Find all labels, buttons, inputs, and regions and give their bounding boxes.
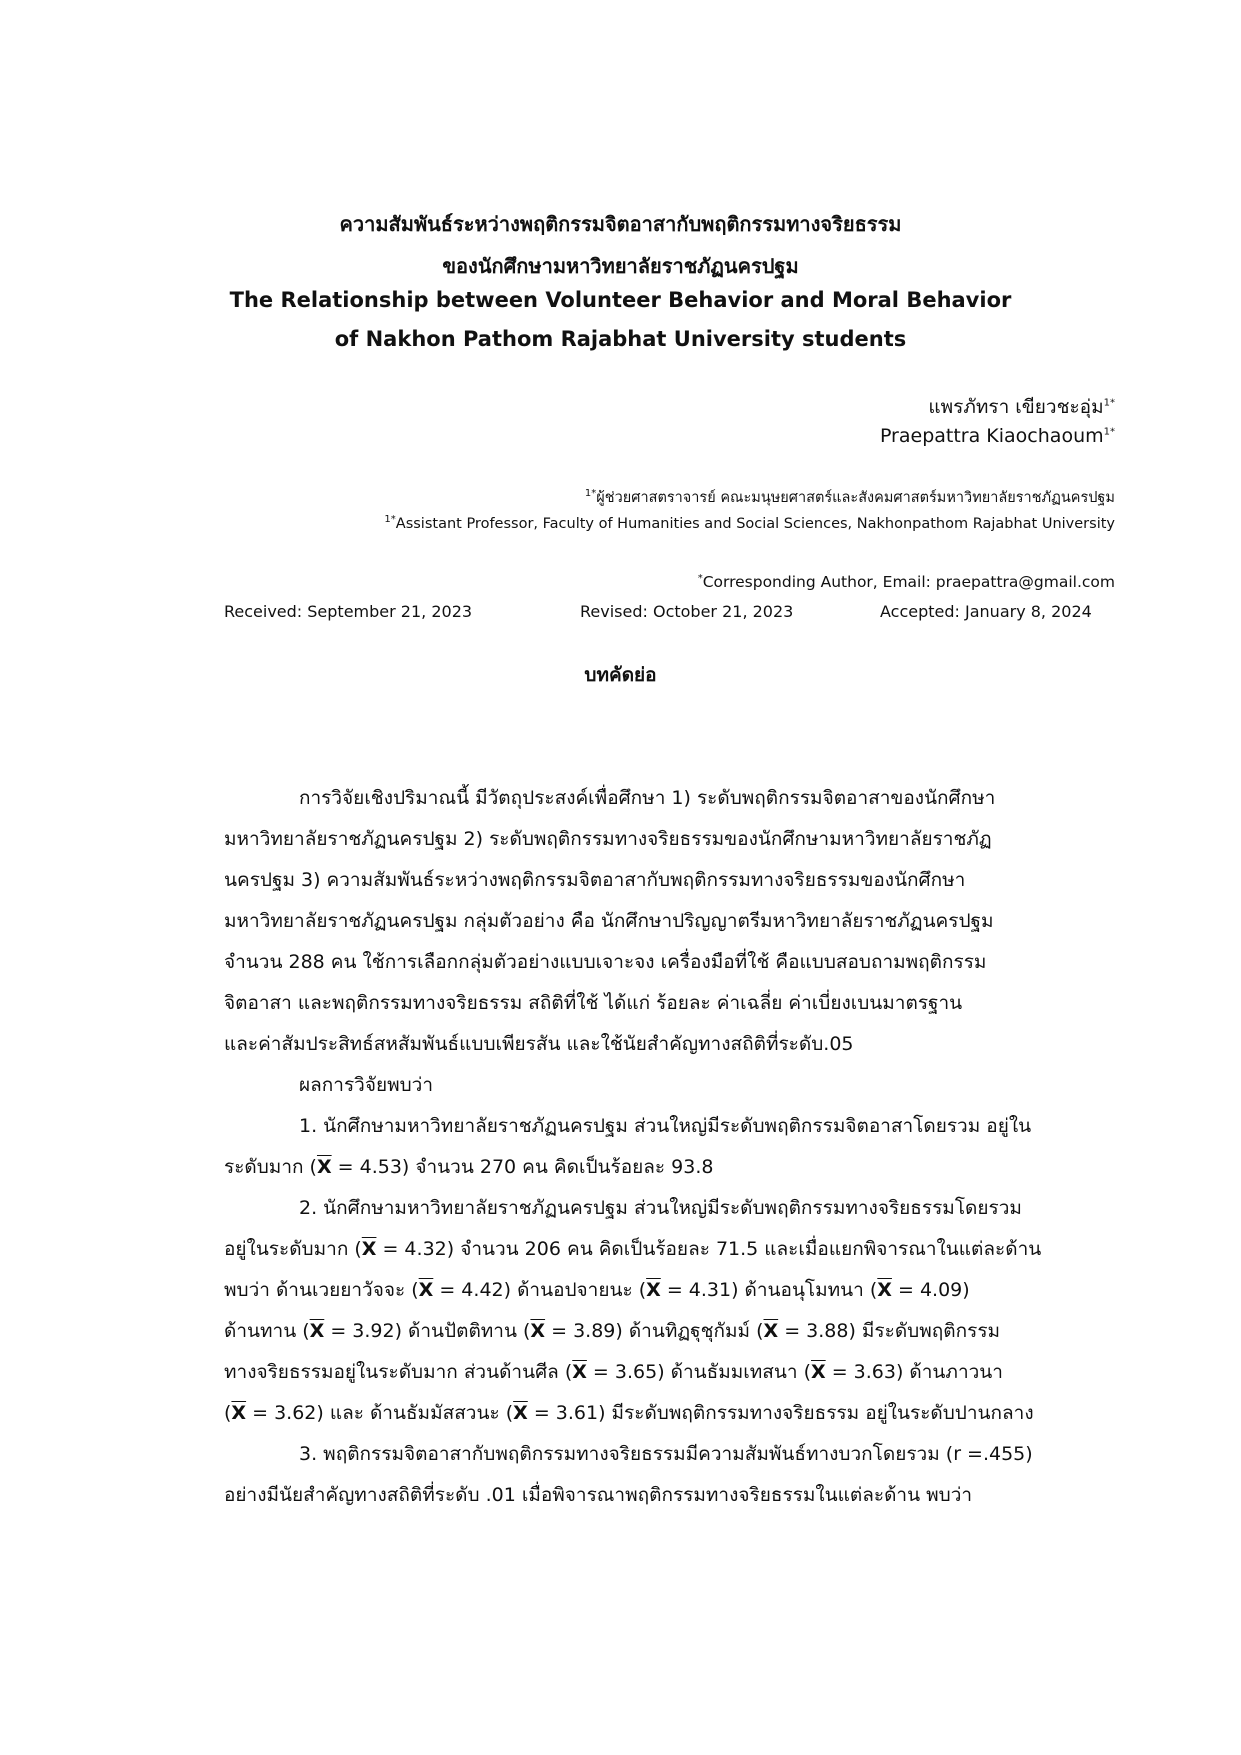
- title-english-line2: of Nakhon Pathom Rajabhat University students: [334, 327, 907, 351]
- result-2-line: [224, 1393, 1086, 1434]
- text-segment: ทางจริยธรรมอยู่ในระดับมาก ส่วนด้านศีล (: [224, 1361, 573, 1383]
- mean-symbol: $\overline{X}$: [513, 1402, 528, 1424]
- text-segment: พบว่า ด้านเวยยาวัจจะ (: [224, 1279, 419, 1301]
- received-date: Received: September 21, 2023: [224, 602, 473, 621]
- mean-symbol: $\overline{X}$: [877, 1279, 892, 1301]
- text-segment: = 4.42) ด้านอปจายนะ (: [433, 1279, 647, 1301]
- affiliation-marker: 1*: [584, 488, 597, 500]
- mean-symbol: $\overline{X}$: [530, 1320, 546, 1342]
- text-segment: = 3.65) ด้านธัมมเทสนา (: [586, 1361, 812, 1383]
- author-thai-name: แพรภัทรา เขียวชะอุ่ม: [928, 396, 1104, 418]
- mean-symbol: $\overline{X}$: [361, 1238, 377, 1260]
- abstract-line: จิตอาสา และพฤติกรรมทางจริยธรรม สถิติที่ใช้ ได้แก่ ร้อยละ ค่าเฉลี่ย ค่าเบี่ยงเบนมาตรฐาน: [224, 992, 963, 1014]
- abstract-line: นครปฐม 3) ความสัมพันธ์ระหว่างพฤติกรรมจิตอาสากับพฤติกรรมทางจริยธรรมของนักศึกษา: [224, 869, 966, 891]
- result-2-line: [224, 1229, 1086, 1270]
- result-2-line: [224, 1270, 1086, 1311]
- affiliation-marker: 1*: [384, 514, 396, 526]
- results-heading: ผลการวิจัยพบว่า: [299, 1074, 434, 1096]
- text-segment: ระดับมาก (: [224, 1156, 317, 1178]
- result-2-line: 2. นักศึกษามหาวิทยาลัยราชภัฏนครปฐม ส่วนใหญ่มีระดับพฤติกรรมทางจริยธรรมโดยรวม: [299, 1197, 1022, 1219]
- mean-symbol: $\overline{X}$: [231, 1402, 247, 1424]
- author-english-name: Praepattra Kiaochaoum: [879, 425, 1104, 447]
- mean-symbol: $\overline{X}$: [646, 1279, 661, 1301]
- author-thai: [928, 392, 1115, 422]
- abstract-line: การวิจัยเชิงปริมาณนี้ มีวัตถุประสงค์เพื่อศึกษา 1) ระดับพฤติกรรมจิตอาสาของนักศึกษา: [299, 787, 996, 809]
- text-segment: = 4.09): [891, 1279, 970, 1301]
- text-segment: (: [224, 1402, 232, 1424]
- text-segment: = 3.89) ด้านทิฏฐุชุกัมม์ (: [545, 1320, 764, 1342]
- abstract-line: มหาวิทยาลัยราชภัฏนครปฐม 2) ระดับพฤติกรรมทางจริยธรรมของนักศึกษามหาวิทยาลัยราชภัฏ: [224, 828, 992, 850]
- text-segment: = 3.62) และ ด้านธัมมัสสวนะ (: [246, 1402, 514, 1424]
- author-marker: 1*: [1103, 397, 1115, 409]
- title-thai-line2: ของนักศึกษามหาวิทยาลัยราชภัฏนครปฐม: [442, 254, 799, 278]
- mean-symbol: $\overline{X}$: [418, 1279, 434, 1301]
- affiliation-english-text: Assistant Professor, Faculty of Humanities and Social Sciences, Nakhonpathom Rajabhat University: [395, 516, 1115, 532]
- corresponding-author: [698, 573, 1115, 591]
- affiliation-thai-text: ผู้ช่วยศาสตราจารย์ คณะมนุษยศาสตร์และสังคมศาสตร์มหาวิทยาลัยราชภัฏนครปฐม: [596, 490, 1115, 506]
- text-segment: = 3.63) ด้านภาวนา: [825, 1361, 1003, 1383]
- text-segment: อยู่ในระดับมาก (: [224, 1238, 362, 1260]
- result-2-line: [224, 1311, 1086, 1352]
- abstract-heading: บทคัดย่อ: [584, 664, 657, 686]
- result-1-line: [224, 1147, 1086, 1188]
- abstract-line: จำนวน 288 คน ใช้การเลือกกลุ่มตัวอย่างแบบเจาะจง เครื่องมือที่ใช้ คือแบบสอบถามพฤติกรรม: [224, 951, 987, 973]
- title-thai-line1: ความสัมพันธ์ระหว่างพฤติกรรมจิตอาสากับพฤติกรรมทางจริยธรรม: [339, 212, 902, 236]
- affiliation-thai: [585, 486, 1115, 509]
- text-segment: = 4.31) ด้านอนุโมทนา (: [660, 1279, 878, 1301]
- abstract-body: [224, 778, 1086, 1516]
- accepted-date: Accepted: January 8, 2024: [880, 602, 1092, 621]
- mean-symbol: $\overline{X}$: [811, 1361, 826, 1383]
- text-segment: = 3.92) ด้านปัตติทาน (: [324, 1320, 531, 1342]
- result-3-line: 3. พฤติกรรมจิตอาสากับพฤติกรรมทางจริยธรรมมีความสัมพันธ์ทางบวกโดยรวม (r =.455): [299, 1443, 1033, 1465]
- mean-symbol: $\overline{X}$: [572, 1361, 587, 1383]
- revised-date: Revised: October 21, 2023: [580, 602, 794, 621]
- mean-symbol: $\overline{X}$: [763, 1320, 779, 1342]
- abstract-line: มหาวิทยาลัยราชภัฏนครปฐม กลุ่มตัวอย่าง คือ นักศึกษาปริญญาตรีมหาวิทยาลัยราชภัฏนครปฐม: [224, 910, 994, 932]
- title-english-line1: The Relationship between Volunteer Behavior and Moral Behavior: [229, 288, 1012, 312]
- mean-symbol: $\overline{X}$: [316, 1156, 332, 1178]
- text-segment: = 3.88) มีระดับพฤติกรรม: [778, 1320, 1001, 1342]
- text-segment: ด้านทาน (: [224, 1320, 310, 1342]
- author-marker: 1*: [1103, 426, 1115, 438]
- affiliation-english: [384, 516, 1115, 532]
- text-segment: = 3.61) มีระดับพฤติกรรมทางจริยธรรม อยู่ในระดับปานกลาง: [527, 1402, 1034, 1424]
- author-english: [880, 425, 1115, 447]
- text-segment: = 4.32) จำนวน 206 คน คิดเป็นร้อยละ 71.5 และเมื่อแยกพิจารณาในแต่ละด้าน: [376, 1238, 1042, 1260]
- mean-symbol: $\overline{X}$: [309, 1320, 325, 1342]
- text-segment: = 4.53) จำนวน 270 คน คิดเป็นร้อยละ 93.8: [331, 1156, 714, 1178]
- result-1-line: 1. นักศึกษามหาวิทยาลัยราชภัฏนครปฐม ส่วนใหญ่มีระดับพฤติกรรมจิตอาสาโดยรวม อยู่ใน: [299, 1115, 1032, 1137]
- corresponding-marker: *: [697, 572, 703, 584]
- abstract-line: และค่าสัมประสิทธ์สหสัมพันธ์แบบเพียรสัน และใช้นัยสำคัญทางสถิติที่ระดับ.05: [224, 1033, 854, 1055]
- result-2-line: [224, 1352, 1086, 1393]
- result-3-line: อย่างมีนัยสำคัญทางสถิติที่ระดับ .01 เมื่อพิจารณาพฤติกรรมทางจริยธรรมในแต่ละด้าน พบว่า: [224, 1484, 973, 1506]
- corresponding-text: Corresponding Author, Email: praepattra@gmail.com: [702, 573, 1115, 591]
